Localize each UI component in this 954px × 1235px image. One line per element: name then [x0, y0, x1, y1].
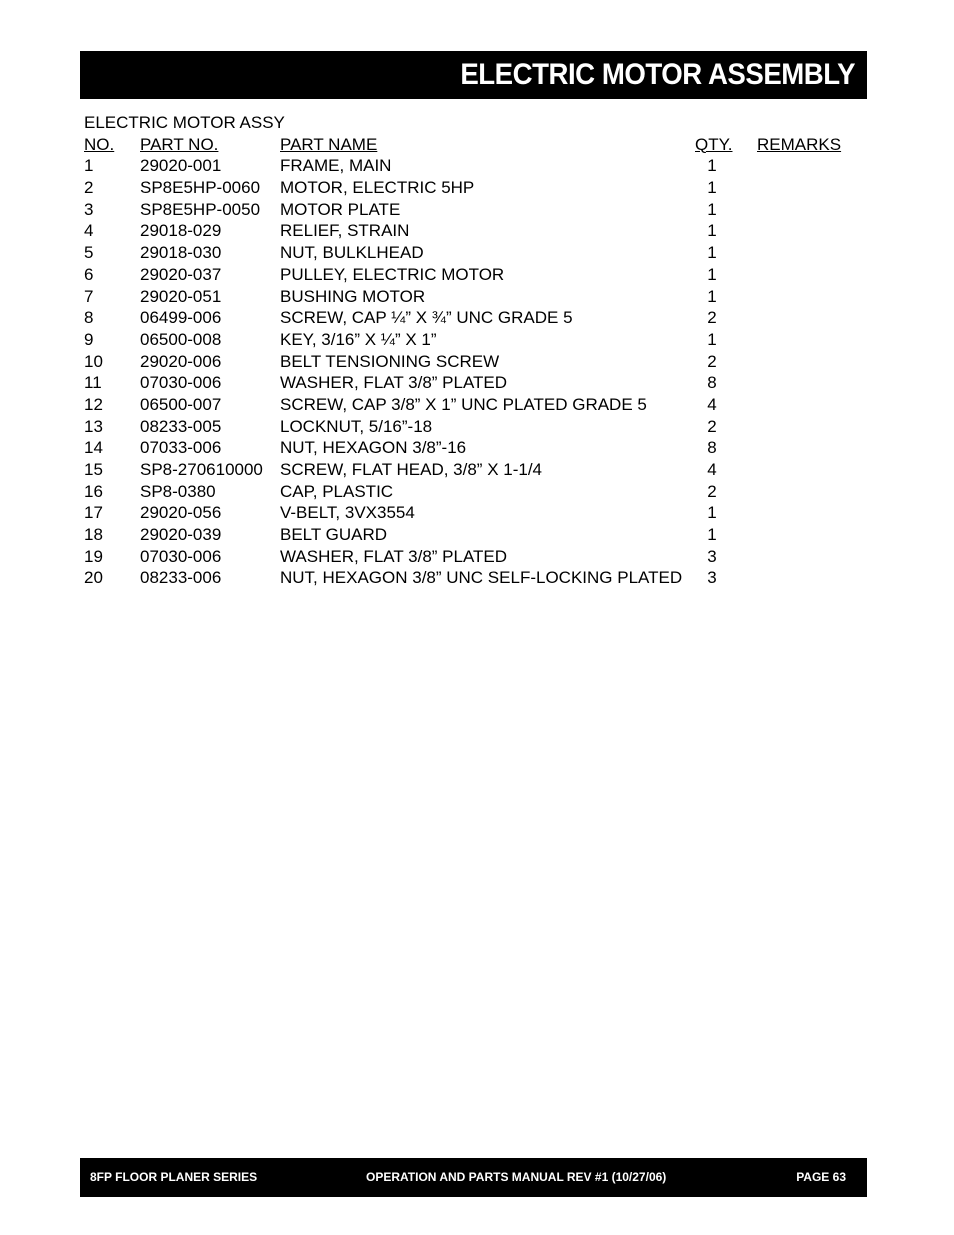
table-row: [84, 481, 864, 503]
row-qty: 1: [707, 156, 717, 176]
row-part-name: KEY, 3/16” X ¼” X 1”: [280, 329, 437, 349]
row-qty: 1: [707, 199, 717, 219]
row-part-name: LOCKNUT, 5/16”-18: [280, 416, 433, 436]
table-row: [84, 351, 864, 373]
row-qty: 2: [707, 351, 717, 371]
row-no: 9: [84, 329, 94, 349]
row-part-name: SCREW, CAP 3/8” X 1” UNC PLATED GRADE 5: [280, 394, 647, 414]
table-row: [84, 329, 864, 351]
table-row: [84, 524, 864, 546]
table-row: [84, 567, 864, 589]
row-part-no: 29018-030: [140, 243, 222, 263]
row-part-name: NUT, BULKLHEAD: [280, 243, 424, 263]
row-part-name: CAP, PLASTIC: [280, 481, 394, 501]
row-qty: 1: [707, 243, 717, 263]
row-part-name: BELT TENSIONING SCREW: [280, 351, 500, 371]
row-part-no: 08233-006: [140, 568, 222, 588]
table-row: [84, 199, 864, 221]
row-no: 12: [84, 394, 103, 414]
row-qty: 1: [707, 264, 717, 284]
parts-rows: [84, 155, 864, 589]
row-no: 18: [84, 525, 103, 545]
header-part-name: PART NAME: [280, 134, 378, 154]
row-part-no: 06500-007: [140, 394, 222, 414]
page-header: [80, 51, 867, 99]
row-qty: 1: [707, 503, 717, 523]
row-part-name: WASHER, FLAT 3/8” PLATED: [280, 546, 508, 566]
row-part-name: BUSHING MOTOR: [280, 286, 426, 306]
row-part-no: 29020-051: [140, 286, 222, 306]
table-row: [84, 155, 864, 177]
row-part-no: SP8-270610000: [140, 460, 263, 479]
table-row: [84, 242, 864, 264]
table-row: [84, 286, 864, 308]
row-part-name: SCREW, FLAT HEAD, 3/8” X 1-1/4: [280, 460, 543, 479]
row-part-name: NUT, HEXAGON 3/8” UNC SELF-LOCKING PLATED: [280, 568, 683, 588]
row-qty: 2: [707, 481, 717, 501]
row-part-no: 29020-056: [140, 503, 222, 523]
row-part-no: 07033-006: [140, 438, 222, 458]
parts-list: [84, 112, 864, 589]
footer-page-number: PAGE 63: [796, 1170, 846, 1184]
row-no: 20: [84, 568, 103, 588]
row-no: 15: [84, 460, 103, 479]
row-part-no: 29018-029: [140, 221, 222, 241]
row-no: 5: [84, 243, 94, 263]
table-row: [84, 177, 864, 199]
row-qty: 4: [707, 394, 717, 414]
row-qty: 1: [707, 178, 717, 198]
row-qty: 1: [707, 286, 717, 306]
row-part-name: RELIEF, STRAIN: [280, 221, 410, 241]
row-part-no: 29020-037: [140, 264, 222, 284]
footer-series: 8FP FLOOR PLANER SERIES: [90, 1170, 258, 1184]
row-qty: 3: [707, 568, 717, 588]
row-no: 13: [84, 416, 103, 436]
table-row: [84, 264, 864, 286]
row-qty: 1: [707, 221, 717, 241]
row-part-no: 08233-005: [140, 416, 222, 436]
table-row: [84, 220, 864, 242]
table-row: [84, 546, 864, 568]
row-part-name: MOTOR PLATE: [280, 199, 401, 219]
row-part-no: 07030-006: [140, 546, 222, 566]
row-no: 19: [84, 546, 103, 566]
page-footer: [80, 1158, 867, 1197]
footer-manual-rev: OPERATION AND PARTS MANUAL REV #1 (10/27/06): [366, 1170, 667, 1184]
row-no: 6: [84, 264, 94, 284]
row-part-no: 07030-006: [140, 373, 222, 393]
row-part-name: WASHER, FLAT 3/8” PLATED: [280, 373, 508, 393]
header-remarks: REMARKS: [757, 134, 842, 154]
row-no: 10: [84, 351, 103, 371]
page-title: ELECTRIC MOTOR ASSEMBLY: [460, 58, 855, 91]
row-part-no: 29020-039: [140, 525, 222, 545]
row-no: 14: [84, 438, 103, 458]
row-qty: 3: [707, 546, 717, 566]
row-qty: 8: [707, 373, 717, 393]
table-row: [84, 394, 864, 416]
row-part-no: SP8-0380: [140, 481, 216, 501]
row-part-no: 29020-006: [140, 351, 222, 371]
row-no: 16: [84, 481, 103, 501]
column-headers: [84, 134, 864, 156]
row-part-name: FRAME, MAIN: [280, 156, 392, 176]
row-qty: 8: [707, 438, 717, 458]
row-part-name: MOTOR, ELECTRIC 5HP: [280, 178, 475, 198]
row-part-name: V-BELT, 3VX3554: [280, 503, 415, 523]
row-part-no: SP8E5HP-0060: [140, 178, 261, 198]
row-no: 1: [84, 156, 94, 176]
table-row: [84, 459, 864, 481]
row-qty: 1: [707, 525, 717, 545]
row-no: 2: [84, 178, 94, 198]
row-no: 4: [84, 221, 94, 241]
row-qty: 4: [707, 460, 717, 479]
header-no: NO.: [84, 134, 115, 154]
row-no: 8: [84, 308, 94, 328]
table-row: [84, 502, 864, 524]
row-no: 3: [84, 199, 94, 219]
header-part-no: PART NO.: [140, 134, 219, 154]
table-row: [84, 437, 864, 459]
assembly-title: ELECTRIC MOTOR ASSY: [84, 113, 285, 132]
row-qty: 2: [707, 416, 717, 436]
row-no: 11: [84, 373, 102, 393]
header-qty: QTY.: [695, 134, 733, 154]
row-part-name: NUT, HEXAGON 3/8”-16: [280, 438, 467, 458]
row-qty: 2: [707, 308, 717, 328]
row-part-name: BELT GUARD: [280, 525, 388, 545]
table-row: [84, 416, 864, 438]
row-part-name: PULLEY, ELECTRIC MOTOR: [280, 264, 505, 284]
row-part-name: SCREW, CAP ¼” X ¾” UNC GRADE 5: [280, 308, 573, 328]
row-part-no: 06499-006: [140, 308, 222, 328]
table-row: [84, 372, 864, 394]
table-row: [84, 307, 864, 329]
row-no: 17: [84, 503, 103, 523]
row-part-no: 06500-008: [140, 329, 222, 349]
row-part-no: SP8E5HP-0050: [140, 199, 261, 219]
row-part-no: 29020-001: [140, 156, 222, 176]
row-qty: 1: [707, 329, 717, 349]
row-no: 7: [84, 286, 94, 306]
